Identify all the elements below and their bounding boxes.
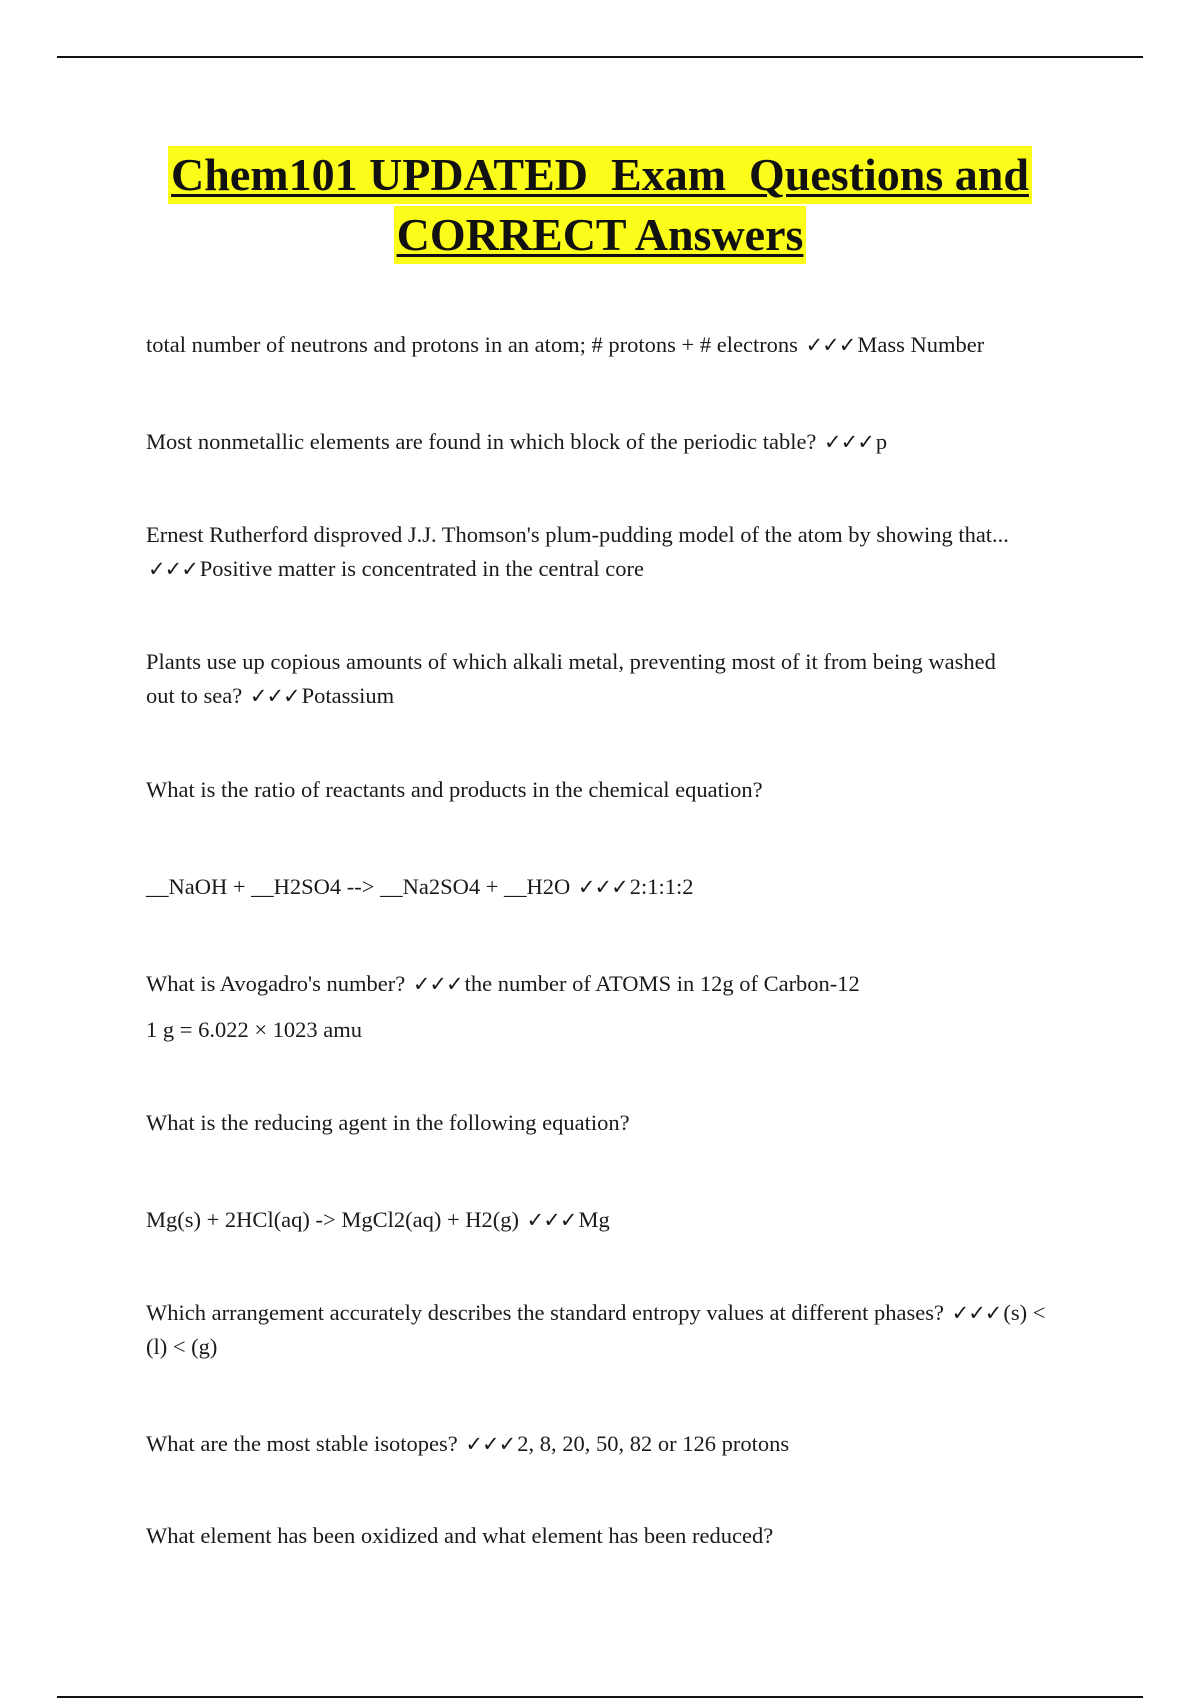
- question-text: What is Avogadro's number?: [146, 971, 411, 996]
- qa-item-6: [146, 870, 1066, 904]
- answer-text: p: [875, 429, 888, 454]
- qa-item-2: [146, 425, 1066, 459]
- check-marks-icon: ✓✓✓: [249, 684, 300, 708]
- question-text: Which arrangement accurately describes the standard entropy values at different phases?: [146, 1300, 950, 1325]
- answer-text: 2, 8, 20, 50, 82 or 126 protons: [517, 1431, 790, 1456]
- question-text: What is the ratio of reactants and products in the chemical equation?: [146, 777, 763, 802]
- question-text: 1 g = 6.022 × 1023 amu: [146, 1017, 362, 1042]
- question-text: Most nonmetallic elements are found in which block of the periodic table?: [146, 429, 823, 454]
- top-rule: [57, 56, 1143, 58]
- bottom-rule: [57, 1696, 1143, 1698]
- check-marks-icon: ✓✓✓: [148, 557, 198, 581]
- answer-text: 2:1:1:2: [629, 874, 694, 899]
- check-marks-icon: ✓✓✓: [577, 875, 628, 899]
- page-title: [0, 146, 1200, 266]
- answer-text: Mg: [578, 1207, 610, 1232]
- question-text: What are the most stable isotopes?: [146, 1431, 464, 1456]
- question-text: What element has been oxidized and what element has been reduced?: [146, 1523, 774, 1548]
- qa-item-8: [146, 1013, 1066, 1047]
- qa-item-1: [146, 328, 1066, 362]
- qa-item-7: [146, 967, 1066, 1001]
- answer-text: Positive matter is concentrated in the central core: [199, 556, 644, 581]
- question-text: total number of neutrons and protons in an atom; # protons + # electrons: [146, 332, 804, 357]
- question-text: Ernest Rutherford disproved J.J. Thomson's plum-pudding model of the atom by showing that...: [146, 522, 1015, 547]
- qa-item-5: [146, 773, 1066, 807]
- check-marks-icon: ✓✓✓: [465, 1432, 516, 1456]
- question-text: What is the reducing agent in the following equation?: [146, 1110, 630, 1135]
- title-line-2: CORRECT Answers: [394, 206, 807, 264]
- answer-text: Potassium: [301, 683, 395, 708]
- qa-item-9: [146, 1106, 1066, 1140]
- check-marks-icon: ✓✓✓: [824, 430, 874, 454]
- title-line-1: Chem101 UPDATED Exam Questions and: [168, 146, 1032, 204]
- answer-text: (s) < (l) < (g): [146, 1300, 1052, 1359]
- qa-item-11: [146, 1296, 1052, 1364]
- question-text: Plants use up copious amounts of which alkali metal, preventing most of it from being washed out to sea?: [146, 649, 1002, 708]
- question-text: __NaOH + __H2SO4 --> __Na2SO4 + __H2O: [146, 874, 576, 899]
- check-marks-icon: ✓✓✓: [951, 1301, 1002, 1325]
- answer-text: the number of ATOMS in 12g of Carbon-12: [464, 971, 860, 996]
- question-text: Mg(s) + 2HCl(aq) -> MgCl2(aq) + H2(g): [146, 1207, 525, 1232]
- check-marks-icon: ✓✓✓: [526, 1208, 577, 1232]
- check-marks-icon: ✓✓✓: [805, 333, 856, 357]
- qa-item-10: [146, 1203, 1066, 1237]
- qa-item-12: [146, 1427, 1066, 1461]
- check-marks-icon: ✓✓✓: [412, 972, 463, 996]
- qa-item-4: [146, 645, 1002, 713]
- qa-item-3: [146, 518, 1026, 586]
- answer-text: Mass Number: [857, 332, 985, 357]
- qa-item-13: [146, 1519, 1066, 1553]
